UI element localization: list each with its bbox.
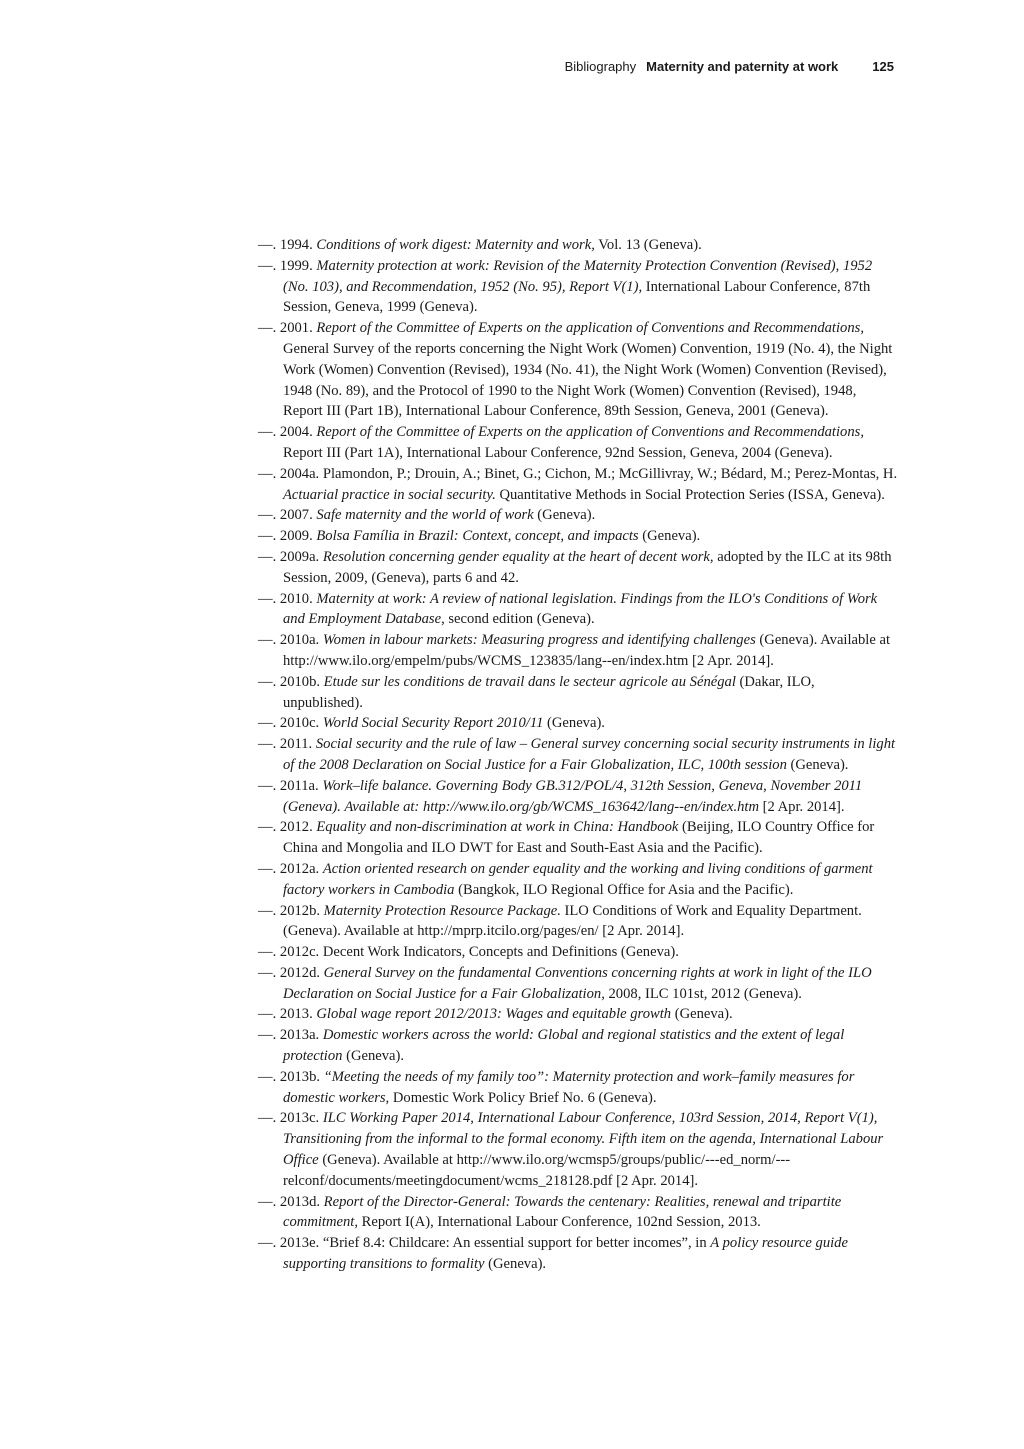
entry-text: —. 2004a. Plamondon, P.; Drouin, A.; Binet, G.; Cichon, M.; McGillivray, W.; Bédard, M.; Perez-Montas, H. [258, 465, 898, 482]
entry-title: Women in labour markets: Measuring progress and identifying challenges [322, 632, 756, 649]
entry-title: Actuarial practice in social security. [283, 486, 496, 503]
running-header [565, 59, 894, 74]
entry-text: (Geneva). [484, 1256, 547, 1273]
section-label: Bibliography [564, 59, 637, 74]
bibliography-entry [258, 1192, 898, 1234]
entry-title: Work–life balance. Governing Body GB.312/POL/4, 312th Session, Geneva, November 2011 (Geneva). Available at: http://www.ilo.org/gb/WCMS_163642/lang--en/index.htm [283, 777, 863, 815]
bibliography-entry [258, 963, 898, 1005]
entry-text: Quantitative Methods in Social Protection Series (ISSA, Geneva). [495, 486, 885, 503]
entry-title: Social security and the rule of law – General survey concerning social security instruments in light of the 2008 Declaration on Social Justice for a Fair Globalization, ILC, 100th session [283, 736, 896, 773]
entry-text: —. 2004. [258, 424, 317, 441]
bibliography-entry [258, 1233, 898, 1275]
entry-title: Domestic workers across the world: Global and regional statistics and the extent of legal protection [283, 1027, 845, 1065]
entry-text: (Geneva). [638, 528, 701, 545]
bibliography-entry [258, 526, 898, 547]
entry-text: General Survey of the reports concerning the Night Work (Women) Convention, 1919 (No. 4), the Night Work (Women) Convention (Revised), 1934 (No. 41), the Night Work (Women) Convention (Revised), 1948 (No. 89), and the Protocol of 1990 to the Night Work (Women) Convention (Revised), 1948, Report III (Part 1B), International Labour Conference, 89th Session, Geneva, 2001 (Geneva). [283, 340, 893, 420]
entry-text: —. 2013b. [258, 1068, 324, 1085]
entry-text: Vol. 13 (Geneva). [594, 237, 702, 253]
entry-title: General Survey on the fundamental Conventions concerning rights at work in light of the ILO Declaration on Social Justice for a Fair Globalization, [283, 964, 872, 1002]
entry-title: Global wage report 2012/2013: Wages and equitable growth [316, 1006, 672, 1023]
entry-text: —. 1999. [258, 257, 317, 274]
entry-text: —. 2012c. Decent Work Indicators, Concepts and Definitions (Geneva). [258, 944, 679, 961]
entry-text: —. 2012b. [258, 902, 324, 919]
entry-title: Report of the Committee of Experts on the application of Conventions and Recommendations, [316, 320, 864, 337]
bibliography-entry [258, 817, 898, 859]
entry-title: Report of the Director-General: Towards the centenary: Realities, renewal and tripartite commitment, [283, 1193, 842, 1231]
entry-text: —. 2011. [258, 736, 316, 753]
entry-title: World Social Security Report 2010/11 [322, 715, 544, 732]
bibliography-entry [258, 713, 898, 734]
bibliography-entry [258, 901, 898, 943]
bibliography-entry [258, 1108, 898, 1191]
bibliography-entry [258, 422, 898, 464]
entry-text: International Labour Conference, 87th Session, Geneva, 1999 (Geneva). [283, 278, 871, 316]
bibliography-entry [258, 318, 898, 422]
entry-title: Maternity Protection Resource Package. [323, 902, 561, 919]
entry-text: —. 2012a. [258, 860, 323, 877]
entry-text: (Geneva). Available at http://www.ilo.org/wcmsp5/groups/public/---ed_norm/---relconf/documents/meetingdocument/wcms_218128.pdf [2 Apr. 2014]. [283, 1152, 791, 1189]
bibliography-entry [258, 1004, 898, 1025]
entry-text: —. 2011a. [258, 777, 323, 794]
entry-text: Report III (Part 1A), International Labour Conference, 92nd Session, Geneva, 2004 (Geneva). [283, 444, 833, 461]
entry-title: Report of the Committee of Experts on the application of Conventions and Recommendations, [316, 424, 864, 441]
entry-text: —. 2010a. [258, 632, 323, 649]
entry-text: —. 2010. [258, 590, 317, 607]
entry-text: —. 1994. [258, 237, 317, 253]
entry-title: Equality and non-discrimination at work in China: Handbook [316, 819, 679, 836]
entry-text: —. 2010b. [258, 673, 324, 690]
bibliography-entry [258, 776, 898, 818]
entry-title: Safe maternity and the world of work [316, 507, 534, 524]
entry-text: ILO Conditions of Work and Equality Department. (Geneva). Available at http://mprp.itcilo.org/pages/en/ [2 Apr. 2014]. [283, 902, 862, 940]
entry-text: —. 2009a. [258, 548, 323, 565]
entry-text: (Geneva). [342, 1048, 405, 1065]
bibliography-list [258, 235, 898, 1275]
entry-text: Report I(A), International Labour Conference, 102nd Session, 2013. [357, 1214, 761, 1231]
entry-title: Resolution concerning gender equality at the heart of decent work, [322, 548, 714, 565]
entry-text: (Geneva). Available at http://www.ilo.org/empelm/pubs/WCMS_123835/lang--en/index.htm [2 Apr. 2014]. [283, 632, 891, 669]
bibliography-entry [258, 256, 898, 318]
entry-title: Etude sur les conditions de travail dans le secteur agricole au Sénégal [323, 673, 736, 690]
entry-title: A policy resource guide supporting transitions to formality [283, 1235, 848, 1273]
entry-title: Action oriented research on gender equality and the working and living conditions of garment factory workers in Cambodia [283, 860, 873, 898]
bibliography-entry [258, 547, 898, 589]
bibliography-entry [258, 235, 898, 256]
bibliography-entry [258, 630, 898, 672]
entry-text: —. 2013. [258, 1006, 317, 1023]
entry-text: —. 2009. [258, 528, 317, 545]
entry-text: —. 2010c. [258, 715, 323, 732]
bibliography-entry [258, 672, 898, 714]
entry-title: Maternity at work: A review of national legislation. Findings from the ILO's Conditions of Work and Employment Database, [283, 590, 878, 628]
entry-text: —. 2013d. [258, 1193, 324, 1210]
bibliography-entry [258, 589, 898, 631]
bibliography-entry [258, 1025, 898, 1067]
entry-text: (Beijing, ILO Country Office for China and Mongolia and ILO DWT for East and South-East Asia and the Pacific). [283, 819, 875, 857]
entry-text: (Geneva). [786, 756, 849, 773]
entry-title: ILC Working Paper 2014, International Labour Conference, 103rd Session, 2014, Report V(1), Transitioning from the informal to the formal economy. Fifth item on the agenda, International Labour Office [283, 1110, 884, 1169]
entry-text: (Bangkok, ILO Regional Office for Asia and the Pacific). [454, 881, 794, 898]
entry-title: Conditions of work digest: Maternity and work, [316, 237, 595, 253]
entry-title: Maternity protection at work: Revision of the Maternity Protection Convention (Revised), 1952 (No. 103), and Recommendation, 1952 (No. 95), Report V(1), [283, 257, 873, 295]
entry-text: —. 2007. [258, 507, 317, 524]
entry-text: second edition (Geneva). [444, 611, 595, 628]
entry-text: 2008, ILC 101st, 2012 (Geneva). [604, 985, 802, 1002]
entry-text: [2 Apr. 2014]. [759, 798, 845, 815]
bibliography-entry [258, 464, 898, 506]
entry-text: (Geneva). [533, 507, 596, 524]
entry-text: —. 2001. [258, 320, 317, 337]
bibliography-entry [258, 734, 898, 776]
entry-text: (Dakar, ILO, unpublished). [283, 673, 815, 711]
entry-text: —. 2013e. “Brief 8.4: Childcare: An essential support for better incomes”, in [258, 1235, 711, 1252]
entry-text: (Geneva). [543, 715, 605, 732]
entry-title: Bolsa Família in Brazil: Context, concept, and impacts [316, 528, 639, 545]
entry-text: adopted by the ILC at its 98th Session, 2009, (Geneva), parts 6 and 42. [283, 548, 892, 586]
bibliography-entry [258, 859, 898, 901]
entry-text: —. 2013a. [258, 1027, 323, 1044]
bibliography-entry [258, 505, 898, 526]
entry-text: Domestic Work Policy Brief No. 6 (Geneva). [389, 1089, 657, 1106]
entry-text: —. 2012. [258, 819, 317, 836]
page-number: 125 [872, 59, 894, 74]
entry-text: —. 2012d. [258, 964, 324, 981]
entry-text: —. 2013c. [258, 1110, 323, 1127]
entry-title: “Meeting the needs of my family too”: Maternity protection and work–family measures for domestic workers, [283, 1068, 855, 1106]
entry-text: (Geneva). [671, 1006, 733, 1023]
bibliography-entry [258, 1067, 898, 1109]
bibliography-entry [258, 942, 898, 963]
book-title: Maternity and paternity at work [646, 59, 839, 74]
